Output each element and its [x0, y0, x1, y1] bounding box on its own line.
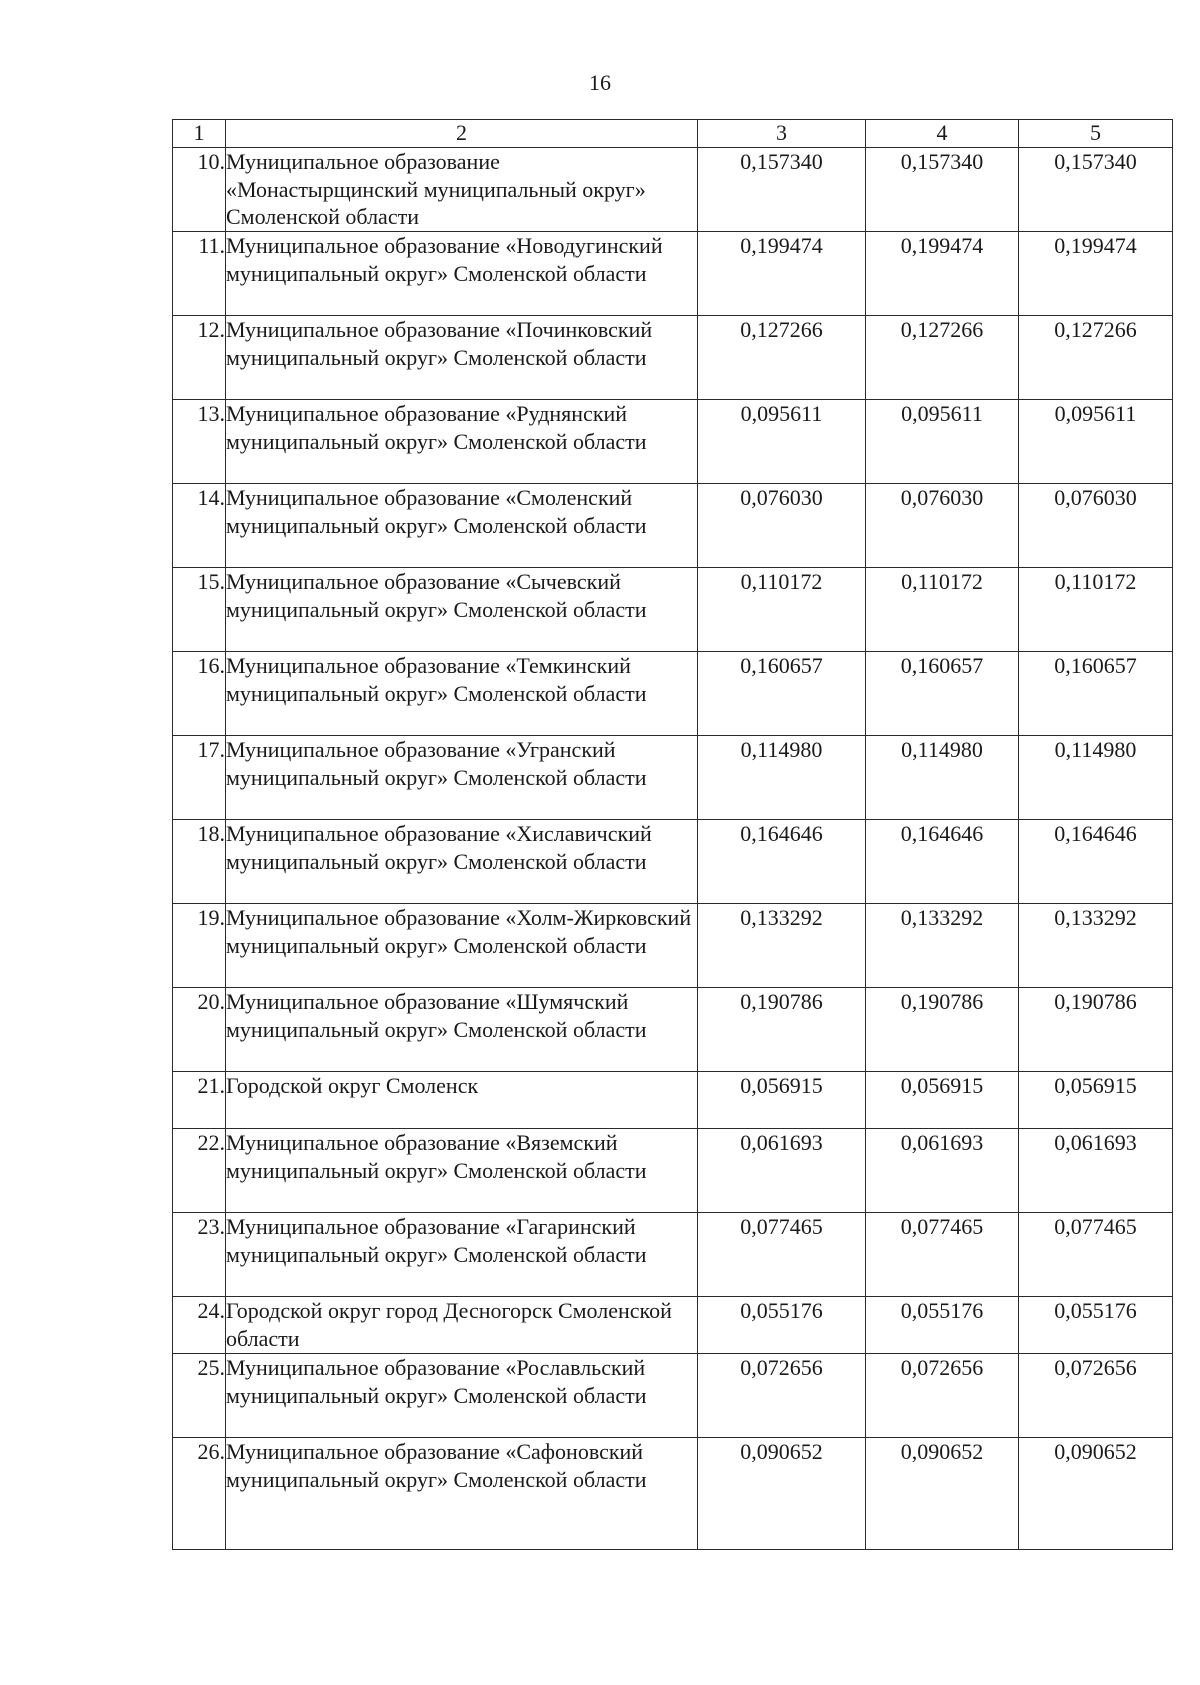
- value-col4: 0,095611: [866, 400, 1019, 484]
- municipality-name: Муниципальное образование «Сафоновский муниципальный округ» Смоленской области: [226, 1438, 698, 1550]
- value-col3: 0,090652: [698, 1438, 866, 1550]
- value-col3: 0,061693: [698, 1129, 866, 1213]
- coefficients-table: [172, 119, 1173, 1550]
- value-col3: 0,056915: [698, 1072, 866, 1129]
- row-number: 10.: [173, 148, 226, 232]
- row-number: 12.: [173, 316, 226, 400]
- value-col5: 0,077465: [1019, 1213, 1173, 1297]
- table-row: [173, 568, 1173, 652]
- row-number: 21.: [173, 1072, 226, 1129]
- row-number: 19.: [173, 904, 226, 988]
- value-col3: 0,076030: [698, 484, 866, 568]
- municipality-name: Муниципальное образование «Угранский муниципальный округ» Смоленской области: [226, 736, 698, 820]
- row-number: 23.: [173, 1213, 226, 1297]
- value-col4: 0,076030: [866, 484, 1019, 568]
- table-row: [173, 400, 1173, 484]
- table-row: [173, 820, 1173, 904]
- table-row: [173, 1072, 1173, 1129]
- row-number: 20.: [173, 988, 226, 1072]
- page-number: 16: [589, 70, 611, 95]
- table-row: [173, 316, 1173, 400]
- municipality-name: Муниципальное образование «Гагаринский муниципальный округ» Смоленской области: [226, 1213, 698, 1297]
- value-col4: 0,127266: [866, 316, 1019, 400]
- value-col3: 0,114980: [698, 736, 866, 820]
- value-col3: 0,072656: [698, 1354, 866, 1438]
- value-col4: 0,077465: [866, 1213, 1019, 1297]
- value-col5: 0,114980: [1019, 736, 1173, 820]
- value-col4: 0,056915: [866, 1072, 1019, 1129]
- value-col5: 0,056915: [1019, 1072, 1173, 1129]
- value-col4: 0,055176: [866, 1297, 1019, 1354]
- value-col3: 0,157340: [698, 148, 866, 232]
- value-col5: 0,095611: [1019, 400, 1173, 484]
- value-col3: 0,127266: [698, 316, 866, 400]
- table-row: [173, 1354, 1173, 1438]
- value-col3: 0,190786: [698, 988, 866, 1072]
- column-header: 1: [173, 120, 226, 148]
- row-number: 14.: [173, 484, 226, 568]
- municipality-name: Муниципальное образование «Шумячский муниципальный округ» Смоленской области: [226, 988, 698, 1072]
- municipality-name: Городской округ Смоленск: [226, 1072, 698, 1129]
- table-row: [173, 1297, 1173, 1354]
- value-col5: 0,164646: [1019, 820, 1173, 904]
- value-col5: 0,076030: [1019, 484, 1173, 568]
- value-col3: 0,055176: [698, 1297, 866, 1354]
- value-col3: 0,199474: [698, 232, 866, 316]
- value-col5: 0,090652: [1019, 1438, 1173, 1550]
- municipality-name: Муниципальное образование «Хиславичский муниципальный округ» Смоленской области: [226, 820, 698, 904]
- row-number: 13.: [173, 400, 226, 484]
- row-number: 25.: [173, 1354, 226, 1438]
- value-col5: 0,199474: [1019, 232, 1173, 316]
- value-col4: 0,160657: [866, 652, 1019, 736]
- row-number: 26.: [173, 1438, 226, 1550]
- table-row: [173, 148, 1173, 232]
- table-row: [173, 904, 1173, 988]
- table-row: [173, 652, 1173, 736]
- value-col5: 0,157340: [1019, 148, 1173, 232]
- table-row: [173, 1438, 1173, 1550]
- value-col5: 0,055176: [1019, 1297, 1173, 1354]
- value-col5: 0,133292: [1019, 904, 1173, 988]
- value-col4: 0,072656: [866, 1354, 1019, 1438]
- row-number: 17.: [173, 736, 226, 820]
- value-col4: 0,190786: [866, 988, 1019, 1072]
- municipality-name: Муниципальное образование «Монастырщинский муниципальный округ» Смоленской области: [226, 148, 698, 232]
- value-col5: 0,061693: [1019, 1129, 1173, 1213]
- value-col4: 0,133292: [866, 904, 1019, 988]
- table-row: [173, 736, 1173, 820]
- municipality-name: Городской округ город Десногорск Смоленской области: [226, 1297, 698, 1354]
- table-header-row: [173, 120, 1173, 148]
- value-col4: 0,110172: [866, 568, 1019, 652]
- table-row: [173, 484, 1173, 568]
- value-col3: 0,160657: [698, 652, 866, 736]
- column-header: 4: [866, 120, 1019, 148]
- value-col5: 0,127266: [1019, 316, 1173, 400]
- value-col3: 0,095611: [698, 400, 866, 484]
- municipality-name: Муниципальное образование «Сычевский муниципальный округ» Смоленской области: [226, 568, 698, 652]
- value-col5: 0,160657: [1019, 652, 1173, 736]
- municipality-name: Муниципальное образование «Холм-Жирковский муниципальный округ» Смоленской области: [226, 904, 698, 988]
- value-col3: 0,110172: [698, 568, 866, 652]
- column-header: 3: [698, 120, 866, 148]
- value-col5: 0,110172: [1019, 568, 1173, 652]
- municipality-name: Муниципальное образование «Смоленский муниципальный округ» Смоленской области: [226, 484, 698, 568]
- table-row: [173, 1213, 1173, 1297]
- value-col4: 0,157340: [866, 148, 1019, 232]
- municipality-name: Муниципальное образование «Починковский муниципальный округ» Смоленской области: [226, 316, 698, 400]
- value-col4: 0,164646: [866, 820, 1019, 904]
- municipality-name: Муниципальное образование «Рославльский муниципальный округ» Смоленской области: [226, 1354, 698, 1438]
- column-header: 2: [226, 120, 698, 148]
- value-col3: 0,077465: [698, 1213, 866, 1297]
- municipality-name: Муниципальное образование «Темкинский муниципальный округ» Смоленской области: [226, 652, 698, 736]
- row-number: 22.: [173, 1129, 226, 1213]
- row-number: 18.: [173, 820, 226, 904]
- value-col3: 0,164646: [698, 820, 866, 904]
- table-row: [173, 988, 1173, 1072]
- value-col3: 0,133292: [698, 904, 866, 988]
- municipality-name: Муниципальное образование «Вяземский муниципальный округ» Смоленской области: [226, 1129, 698, 1213]
- table-row: [173, 1129, 1173, 1213]
- municipality-name: Муниципальное образование «Новодугинский муниципальный округ» Смоленской области: [226, 232, 698, 316]
- value-col4: 0,199474: [866, 232, 1019, 316]
- value-col4: 0,061693: [866, 1129, 1019, 1213]
- municipality-name: Муниципальное образование «Руднянский муниципальный округ» Смоленской области: [226, 400, 698, 484]
- value-col4: 0,114980: [866, 736, 1019, 820]
- row-number: 24.: [173, 1297, 226, 1354]
- row-number: 15.: [173, 568, 226, 652]
- value-col5: 0,072656: [1019, 1354, 1173, 1438]
- value-col4: 0,090652: [866, 1438, 1019, 1550]
- value-col5: 0,190786: [1019, 988, 1173, 1072]
- row-number: 16.: [173, 652, 226, 736]
- row-number: 11.: [173, 232, 226, 316]
- column-header: 5: [1019, 120, 1173, 148]
- table-row: [173, 232, 1173, 316]
